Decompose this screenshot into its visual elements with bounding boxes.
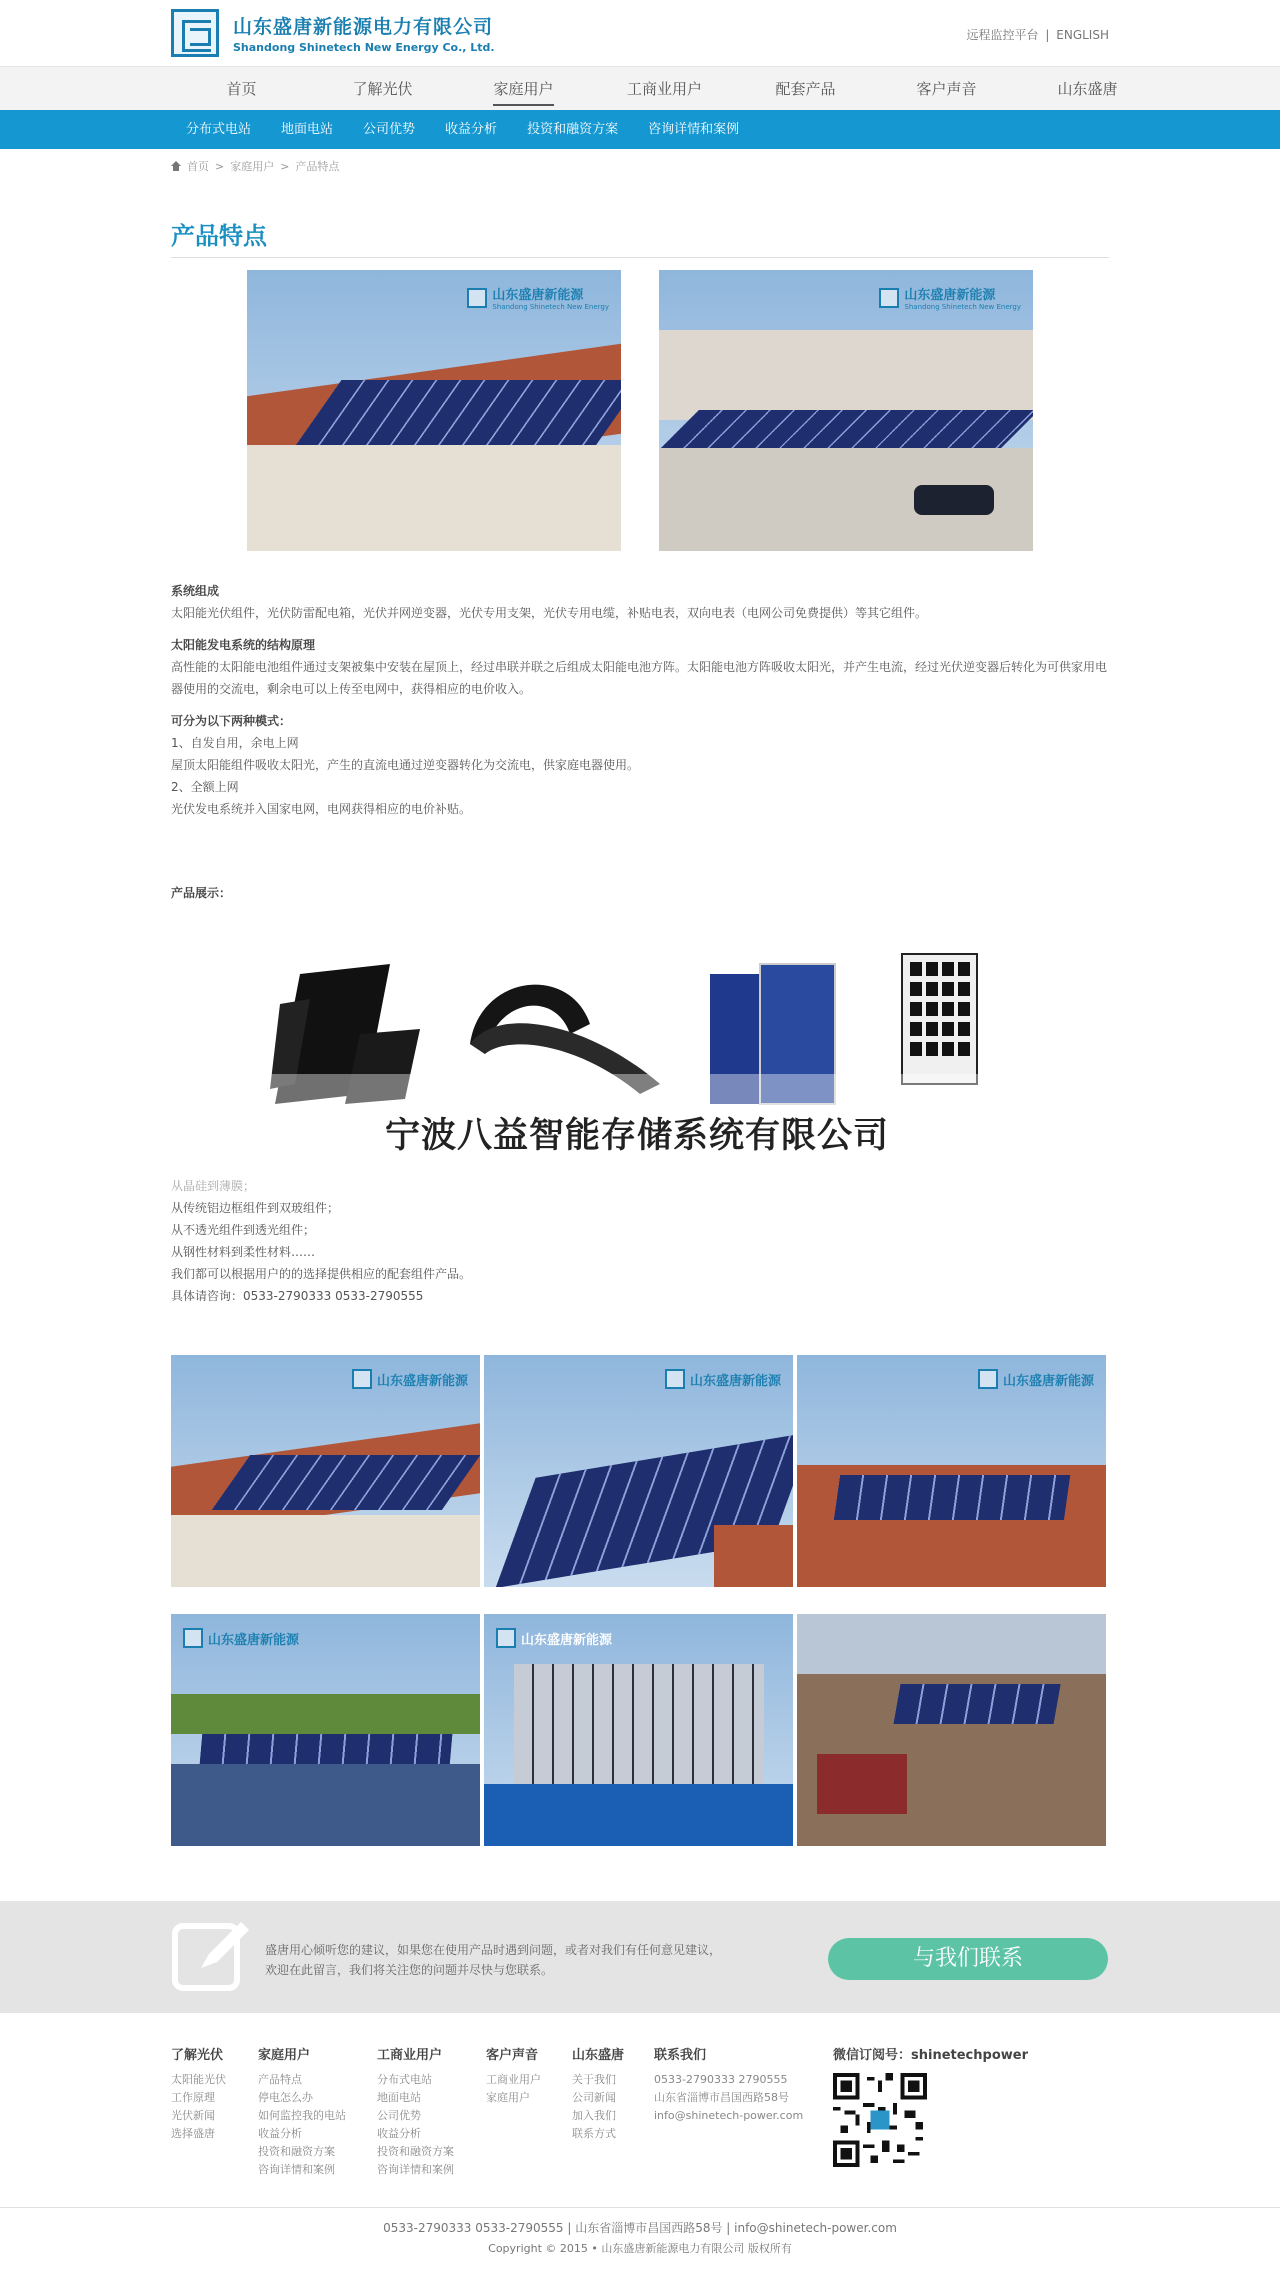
footer-link[interactable]: 咨询详情和案例 [258, 2163, 335, 2176]
watermark [352, 1369, 468, 1389]
logo-icon [171, 9, 219, 57]
subnav-distributed[interactable]: 分布式电站 [186, 122, 252, 137]
gallery-photo[interactable] [171, 1355, 480, 1587]
footer-link[interactable]: 地面电站 [377, 2091, 421, 2104]
footer-link[interactable]: 收益分析 [377, 2127, 421, 2140]
logo-icon [352, 1369, 372, 1389]
nav-customer-voice[interactable] [876, 67, 1017, 111]
products-heading [171, 882, 1109, 904]
desc-line: 从晶硅到薄膜； [171, 1179, 256, 1193]
footer-col [572, 2044, 654, 2179]
breadcrumb-section[interactable]: 家庭用户 [230, 160, 275, 173]
footer-link[interactable]: 产品特点 [258, 2073, 302, 2086]
footer-copyright: Copyright © 2015 • 山东盛唐新能源电力有限公司 版权所有 [488, 2242, 792, 2255]
footer-link[interactable]: 联系方式 [572, 2127, 616, 2140]
home-icon [171, 161, 181, 171]
watermark-en: Shandong Shinetech New Energy [904, 303, 1021, 311]
section-title: 太阳能发电系统的结构原理 [171, 638, 316, 652]
logo-icon [879, 288, 899, 308]
nav-label: 了解光伏 [352, 80, 413, 98]
logo-name-en: Shandong Shinetech New Energy Co., Ltd. [233, 41, 495, 54]
footer-link[interactable]: 太阳能光伏 [171, 2073, 226, 2086]
footer-col [377, 2044, 486, 2179]
footer-link[interactable]: 如何监控我的电站 [258, 2109, 346, 2122]
gallery-photo[interactable] [484, 1614, 793, 1846]
watermark-cn: 山东盛唐新能源 [1002, 1373, 1094, 1389]
watermark-cn: 山东盛唐新能源 [904, 288, 996, 303]
nav-label: 家庭用户 [493, 80, 553, 106]
gallery-photo[interactable] [797, 1355, 1106, 1587]
subnav-ground[interactable]: 地面电站 [281, 122, 334, 137]
sub-nav [0, 110, 1280, 149]
desc-line: 从不透光组件到透光组件； [171, 1223, 316, 1237]
title-divider [171, 257, 1109, 258]
mode-line: 1、自发自用，余电上网 [171, 736, 299, 750]
breadcrumb-sep: > [280, 159, 290, 173]
section-text: 高性能的太阳能电池组件通过支架被集中安装在屋顶上，经过串联并联之后组成太阳能电池方阵。太阳能电池方阵吸收太阳光，并产生电流，经过光伏逆变器后转化为可供家用电器使用的交流电，剩余电可以上传至电网中，获得相应的电价收入。 [171, 660, 1108, 696]
logo-icon [467, 288, 487, 308]
section-title: 系统组成 [171, 584, 220, 598]
footer-links [171, 2044, 824, 2179]
footer-contact-line: 0533-2790333 0533-2790555 | 山东省淄博市昌国西路58号 | info@shinetech-power.com [383, 2221, 897, 2235]
footer-col [654, 2044, 824, 2179]
footer-col-title: 山东盛唐 [572, 2048, 625, 2063]
breadcrumb-home[interactable]: 首页 [187, 160, 209, 173]
footer-link[interactable]: 收益分析 [258, 2127, 302, 2140]
desc-line: 从钢性材料到柔性材料…… [171, 1245, 316, 1259]
watermark-cn: 山东盛唐新能源 [521, 1632, 613, 1648]
main-nav [0, 66, 1280, 110]
watermark-en: Shandong Shinetech New Energy [492, 303, 609, 311]
footer-contact[interactable]: info@shinetech-power.com [654, 2109, 804, 2122]
nav-products[interactable] [735, 67, 876, 111]
footer-col-title: 了解光伏 [171, 2048, 224, 2063]
nav-label: 工商业用户 [626, 80, 702, 98]
logo-text [233, 12, 495, 54]
products-title: 产品展示： [171, 886, 232, 900]
footer-col-title: 联系我们 [654, 2048, 707, 2063]
watermark-cn: 山东盛唐新能源 [492, 288, 584, 303]
desc-line: 我们都可以根据用户的的选择提供相应的配套组件产品。 [171, 1267, 472, 1281]
watermark [665, 1369, 781, 1389]
hero-photo-1 [247, 270, 621, 551]
watermark [183, 1628, 299, 1648]
footer-link[interactable]: 工商业用户 [486, 2073, 541, 2086]
logo-icon [183, 1628, 203, 1648]
logo-icon [978, 1369, 998, 1389]
qr-code-icon [833, 2073, 927, 2167]
watermark-cn: 山东盛唐新能源 [689, 1373, 781, 1389]
footer-link[interactable]: 公司新闻 [572, 2091, 616, 2104]
feedback-line: 盛唐用心倾听您的建议，如果您在使用产品时遇到问题，或者对我们有任何意见建议， [265, 1943, 722, 1957]
page-title: 产品特点 [171, 222, 267, 250]
site-logo[interactable] [171, 9, 495, 57]
footer-col-title: 客户声音 [486, 2048, 539, 2063]
footer-col [171, 2044, 258, 2179]
nav-home[interactable] [171, 67, 312, 111]
nav-business-users[interactable] [594, 67, 735, 111]
breadcrumb [171, 158, 339, 174]
subnav-advantages[interactable]: 公司优势 [363, 122, 416, 137]
nav-home-users[interactable] [453, 67, 594, 111]
footer-link[interactable]: 投资和融资方案 [377, 2145, 454, 2158]
footer-link[interactable]: 投资和融资方案 [258, 2145, 335, 2158]
footer-col [258, 2044, 377, 2179]
products-overlay-text: 宁波八益智能存储系统有限公司 [385, 1116, 890, 1156]
watermark [496, 1628, 612, 1648]
footer-link[interactable]: 家庭用户 [486, 2091, 530, 2104]
logo-name-cn: 山东盛唐新能源电力有限公司 [233, 16, 494, 38]
subnav-finance[interactable]: 投资和融资方案 [527, 122, 619, 137]
wechat-title: 微信订阅号：shinetechpower [833, 2048, 1028, 2063]
footer-col [486, 2044, 572, 2179]
watermark-cn: 山东盛唐新能源 [376, 1373, 468, 1389]
nav-label: 首页 [226, 80, 257, 98]
watermark [978, 1369, 1094, 1389]
contact-us-button[interactable]: 与我们联系 [828, 1938, 1108, 1980]
footer-link[interactable]: 停电怎么办 [258, 2091, 313, 2104]
footer-divider [0, 2207, 1280, 2208]
nav-about-pv[interactable] [312, 67, 453, 111]
watermark [879, 284, 1021, 311]
footer-link[interactable]: 工作原理 [171, 2091, 215, 2104]
header-topbar [0, 0, 1280, 66]
mode-line: 光伏发电系统并入国家电网，电网获得相应的电价补贴。 [171, 802, 472, 816]
section-text: 太阳能光伏组件，光伏防雷配电箱，光伏并网逆变器，光伏专用支架，光伏专用电缆，补贴电表，双向电表（电网公司免费提供）等其它组件。 [171, 606, 928, 620]
desc-line: 从传统铝边框组件到双玻组件； [171, 1201, 340, 1215]
mode-line: 2、全额上网 [171, 780, 239, 794]
subnav-cases[interactable]: 咨询详情和案例 [648, 122, 740, 137]
footer-link[interactable]: 选择盛唐 [171, 2127, 215, 2140]
watermark-cn: 山东盛唐新能源 [208, 1632, 300, 1648]
top-links [967, 26, 1109, 43]
footer-link[interactable]: 加入我们 [572, 2109, 616, 2122]
footer-col-title: 工商业用户 [377, 2048, 443, 2063]
footer-contact: 山东省淄博市昌国西路58号 [654, 2091, 789, 2104]
gallery-photo[interactable] [171, 1614, 480, 1846]
edit-icon [171, 1916, 251, 1996]
section-title: 可分为以下两种模式： [171, 714, 292, 728]
nav-label: 山东盛唐 [1057, 80, 1118, 98]
breadcrumb-current: 产品特点 [295, 160, 340, 173]
nav-label: 客户声音 [916, 80, 977, 98]
footer-link[interactable]: 关于我们 [572, 2073, 616, 2086]
nav-company[interactable] [1017, 67, 1158, 111]
footer-link[interactable]: 分布式电站 [377, 2073, 432, 2086]
gallery-photo[interactable] [797, 1614, 1106, 1846]
monitor-platform-link[interactable]: 远程监控平台 [966, 28, 1039, 42]
watermark [467, 284, 609, 311]
breadcrumb-sep: > [215, 159, 225, 173]
footer-col-title: 家庭用户 [258, 2048, 311, 2063]
mode-line: 屋顶太阳能组件吸收太阳光，产生的直流电通过逆变器转化为交流电，供家庭电器使用。 [171, 758, 640, 772]
top-links-separator: | [1045, 28, 1050, 42]
footer-link[interactable]: 咨询详情和案例 [377, 2163, 454, 2176]
products-description [171, 1175, 1109, 1307]
hero-photo-2 [659, 270, 1033, 551]
feedback-text [265, 1940, 721, 1980]
footer-link[interactable]: 光伏新闻 [171, 2109, 215, 2122]
gallery-photo[interactable] [484, 1355, 793, 1587]
logo-icon [665, 1369, 685, 1389]
english-link[interactable]: ENGLISH [1056, 28, 1109, 42]
nav-label: 配套产品 [775, 80, 836, 98]
feedback-line: 欢迎在此留言，我们将关注您的问题并尽快与您联系。 [265, 1963, 554, 1977]
footer-link[interactable]: 公司优势 [377, 2109, 421, 2122]
content-text [171, 580, 1109, 820]
logo-icon [496, 1628, 516, 1648]
desc-line: 具体请咨询：0533-2790333 0533-2790555 [171, 1289, 424, 1303]
subnav-revenue[interactable]: 收益分析 [445, 122, 498, 137]
footer-contact: 0533-2790333 2790555 [654, 2073, 788, 2086]
